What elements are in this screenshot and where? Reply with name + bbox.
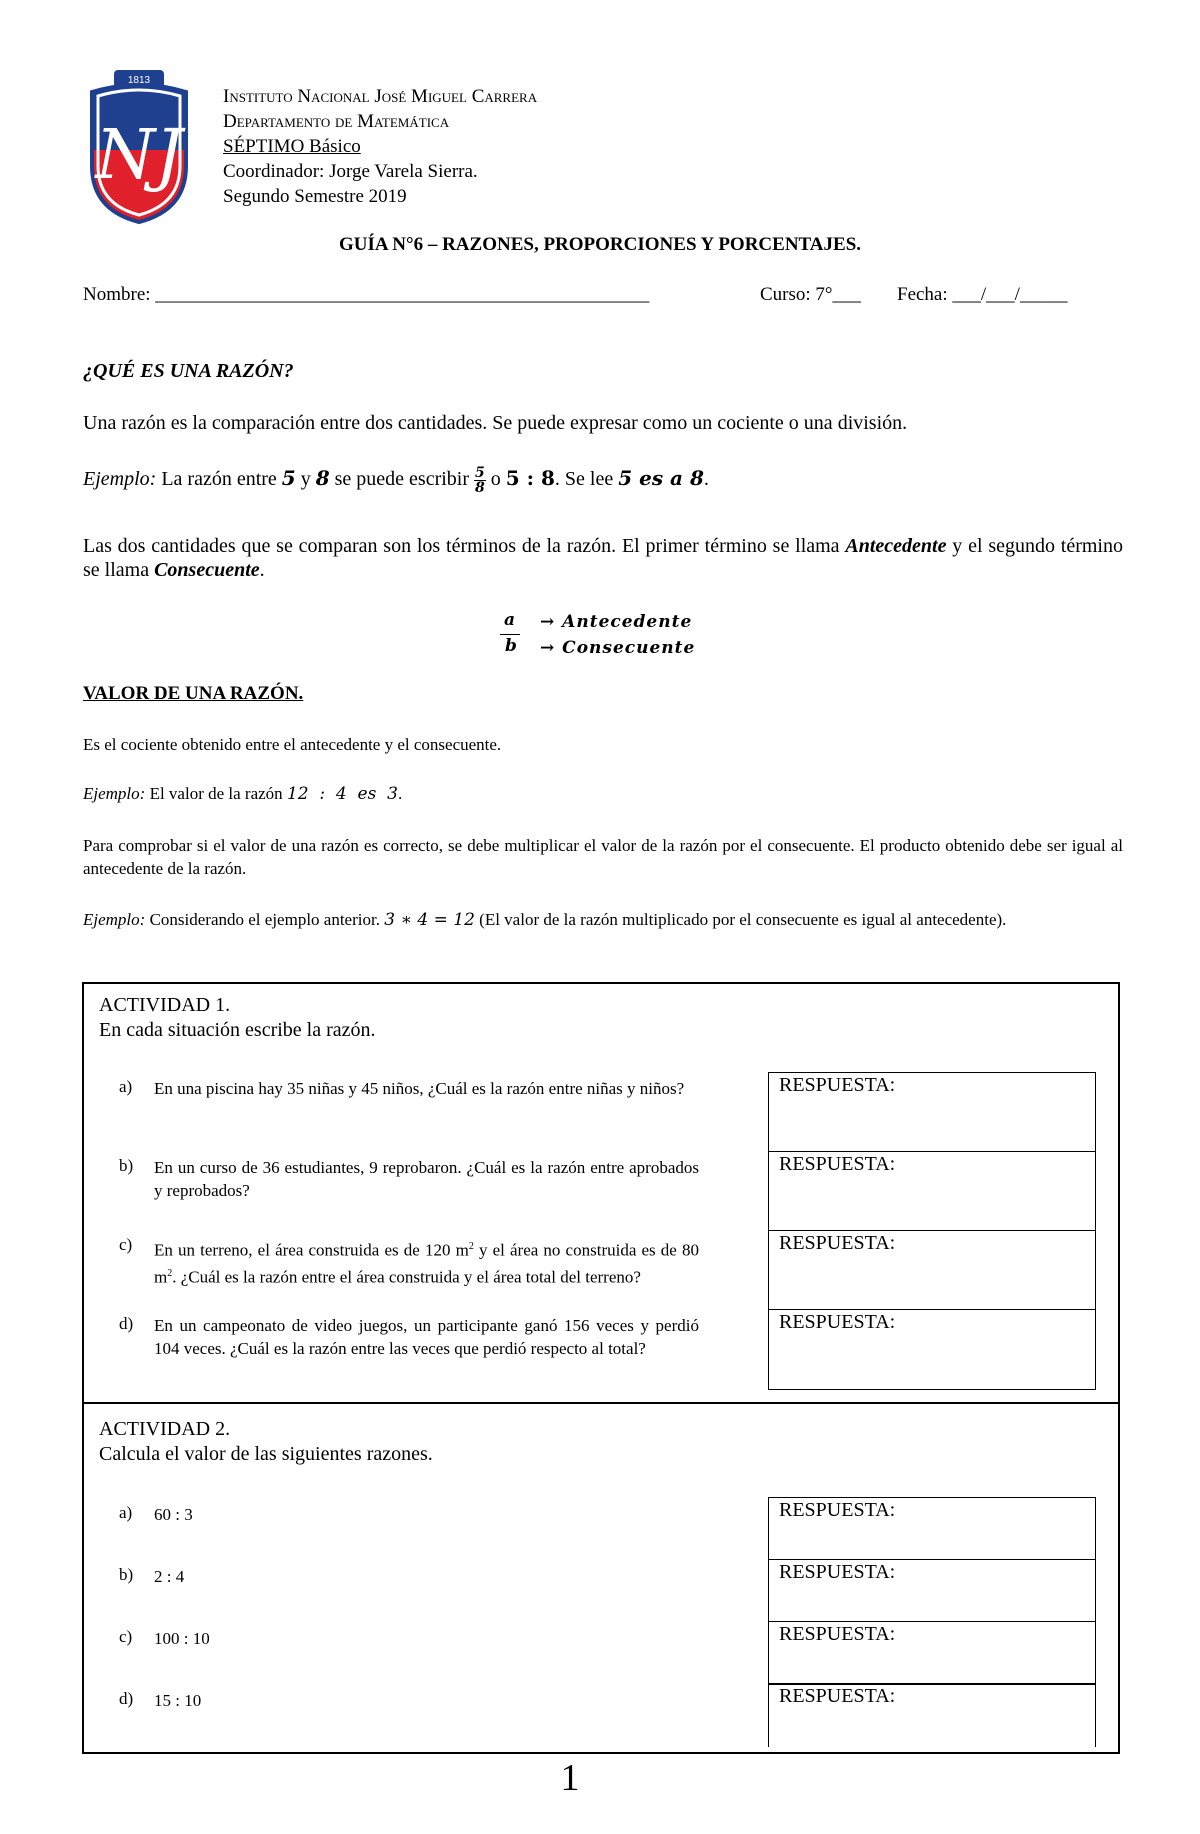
activity1-answer-box[interactable]	[768, 1230, 1096, 1311]
example-ratio: 5 : 8	[505, 466, 555, 491]
answer-label: RESPUESTA:	[779, 1623, 896, 1645]
terms-text: Las dos cantidades que se comparan son los términos de la razón. El primer término se llama	[83, 535, 846, 557]
answer-label: RESPUESTA:	[779, 1074, 896, 1096]
activity2-answer-box[interactable]	[768, 1621, 1096, 1685]
example-se-lee: . Se lee	[554, 468, 619, 491]
coordinator: Coordinador: Jorge Varela Sierra.	[223, 161, 478, 182]
department-name: Departamento de Matemática	[223, 111, 450, 132]
check-paragraph: Para comprobar si el valor de una razón es correcto, se debe multiplicar el valor de la razón por el consecuente. El producto obtenido debe ser igual al antecedente de la razón.	[83, 836, 1123, 878]
item-c-text-3: . ¿Cuál es la razón entre el área construida y el área total del terreno?	[172, 1267, 641, 1287]
activity1-item-label: c)	[119, 1235, 133, 1254]
activity2-item-label: c)	[119, 1627, 133, 1646]
check-example	[83, 908, 1123, 932]
item-c-sup-2: 2	[167, 1267, 173, 1279]
name-blank[interactable]: ____________________________________________________	[155, 284, 650, 305]
item-c-sup: 2	[468, 1241, 474, 1252]
example-text-2: se puede escribir	[329, 468, 475, 491]
example3-math: 3 ∗ 4 = 12	[384, 910, 475, 930]
item-c-text: En un terreno, el área construida es de 120 m	[154, 1240, 469, 1260]
example-label: Ejemplo:	[83, 468, 157, 491]
activity1-title: ACTIVIDAD 1.	[99, 994, 231, 1016]
name-label: Nombre:	[83, 284, 156, 305]
activity2-answer-box[interactable]	[768, 1683, 1096, 1747]
ratio-value-definition: Es el cociente obtenido entre el antecedente y el consecuente.	[83, 735, 502, 754]
activity1-item-label: b)	[119, 1156, 134, 1175]
logo-year: 1813	[127, 75, 151, 86]
section-heading-what-is-ratio: ¿QUÉ ES UNA RAZÓN?	[83, 360, 294, 382]
diagram-consecuente: → Consecuente	[540, 638, 696, 658]
example3-end: (El valor de la razón multiplicado por el consecuente es igual al antecedente).	[474, 910, 1007, 929]
example-num-a: 5	[281, 466, 296, 491]
page-title: GUÍA N°6 – RAZONES, PROPORCIONES Y PORCENTAJES.	[338, 234, 862, 255]
answer-label: RESPUESTA:	[779, 1153, 896, 1175]
terms-paragraph	[83, 534, 1123, 582]
diagram-antecedente: → Antecedente	[540, 612, 693, 632]
example-fraction	[474, 466, 486, 495]
ratio-example	[83, 466, 709, 495]
semester: Segundo Semestre 2019	[223, 186, 407, 207]
activity2-instruction: Calcula el valor de las siguientes razones.	[99, 1443, 433, 1465]
ratio-diagram	[500, 610, 760, 662]
activity1-item-text	[154, 1235, 699, 1288]
fraction-numerator: 5	[475, 465, 485, 481]
logo-letters: NJ	[95, 116, 183, 195]
date-field[interactable]: Fecha: ___/___/_____	[897, 284, 1068, 305]
activity2-item-label: b)	[119, 1565, 134, 1584]
activity1-item-text: En una piscina hay 35 niñas y 45 niños, ¿Cuál es la razón entre niñas y niños?	[154, 1079, 685, 1098]
example3-text: Considerando el ejemplo anterior.	[145, 910, 385, 929]
activity1-answer-box[interactable]	[768, 1309, 1096, 1390]
term-consecuente: Consecuente	[154, 559, 260, 581]
activities-divider	[82, 1402, 1120, 1404]
activity2-answer-box[interactable]	[768, 1559, 1096, 1623]
activity2-item-text: 15 : 10	[154, 1691, 202, 1710]
diagram-fraction-bar	[500, 634, 520, 635]
example-o: o	[485, 468, 506, 491]
example2-text: El valor de la razón	[145, 784, 287, 803]
activity2-item-text: 100 : 10	[154, 1629, 210, 1648]
activity2-item-text: 2 : 4	[154, 1567, 185, 1586]
school-logo	[84, 70, 194, 230]
answer-label: RESPUESTA:	[779, 1499, 896, 1521]
example2-math: 12 : 4 es 3	[286, 784, 398, 804]
terms-text-2: y el segundo término se llama	[83, 535, 1123, 581]
activity1-item-text: En un campeonato de video juegos, un participante ganó 156 veces y perdió 104 veces. ¿Cuál es la razón entre las veces que perdió respecto al total?	[154, 1316, 699, 1358]
activity1-answer-box[interactable]	[768, 1151, 1096, 1232]
diagram-b: b	[505, 636, 517, 656]
example-y: y	[295, 468, 316, 491]
activity2-item-label: d)	[119, 1689, 134, 1708]
term-antecedente: Antecedente	[845, 535, 947, 557]
activity1-answer-box[interactable]	[768, 1072, 1096, 1153]
answer-label: RESPUESTA:	[779, 1311, 896, 1333]
grade-level: SÉPTIMO Básico	[223, 136, 361, 157]
activity2-answer-box[interactable]	[768, 1497, 1096, 1561]
item-c-text-2: y el área no construida es de 80 m	[154, 1240, 699, 1287]
answer-label: RESPUESTA:	[779, 1685, 896, 1707]
activity2-item-label: a)	[119, 1503, 133, 1522]
activity1-item-label: a)	[119, 1077, 133, 1096]
fraction-denominator: 8	[475, 480, 485, 496]
example-text: La razón entre	[156, 468, 282, 491]
example-reading: 5 es a 8	[618, 466, 704, 491]
example3-label: Ejemplo:	[83, 910, 146, 929]
example2-end: .	[397, 784, 403, 803]
ratio-value-example	[83, 784, 402, 804]
header-block	[223, 84, 537, 209]
activity1-instruction: En cada situación escribe la razón.	[99, 1019, 376, 1041]
section-heading-ratio-value: VALOR DE UNA RAZÓN.	[83, 683, 304, 704]
answer-label: RESPUESTA:	[779, 1561, 896, 1583]
page-number: 1	[560, 1757, 580, 1799]
name-field[interactable]	[83, 284, 649, 306]
example2-label: Ejemplo:	[83, 784, 146, 803]
answer-label: RESPUESTA:	[779, 1232, 896, 1254]
diagram-a: a	[504, 610, 516, 630]
ratio-definition: Una razón es la comparación entre dos cantidades. Se puede expresar como un cociente o una división.	[83, 412, 908, 434]
activity2-title: ACTIVIDAD 2.	[99, 1418, 231, 1440]
example-period: .	[703, 468, 709, 491]
terms-text-3: .	[259, 559, 265, 581]
activity1-item-label: d)	[119, 1314, 134, 1333]
course-field[interactable]: Curso: 7°___	[760, 284, 862, 305]
activity2-item-text: 60 : 3	[154, 1505, 193, 1524]
activity1-item-text: En un curso de 36 estudiantes, 9 reprobaron. ¿Cuál es la razón entre aprobados y reprobados?	[154, 1158, 699, 1200]
example-num-b: 8	[315, 466, 330, 491]
institution-name: Instituto Nacional José Miguel Carrera	[223, 86, 538, 107]
